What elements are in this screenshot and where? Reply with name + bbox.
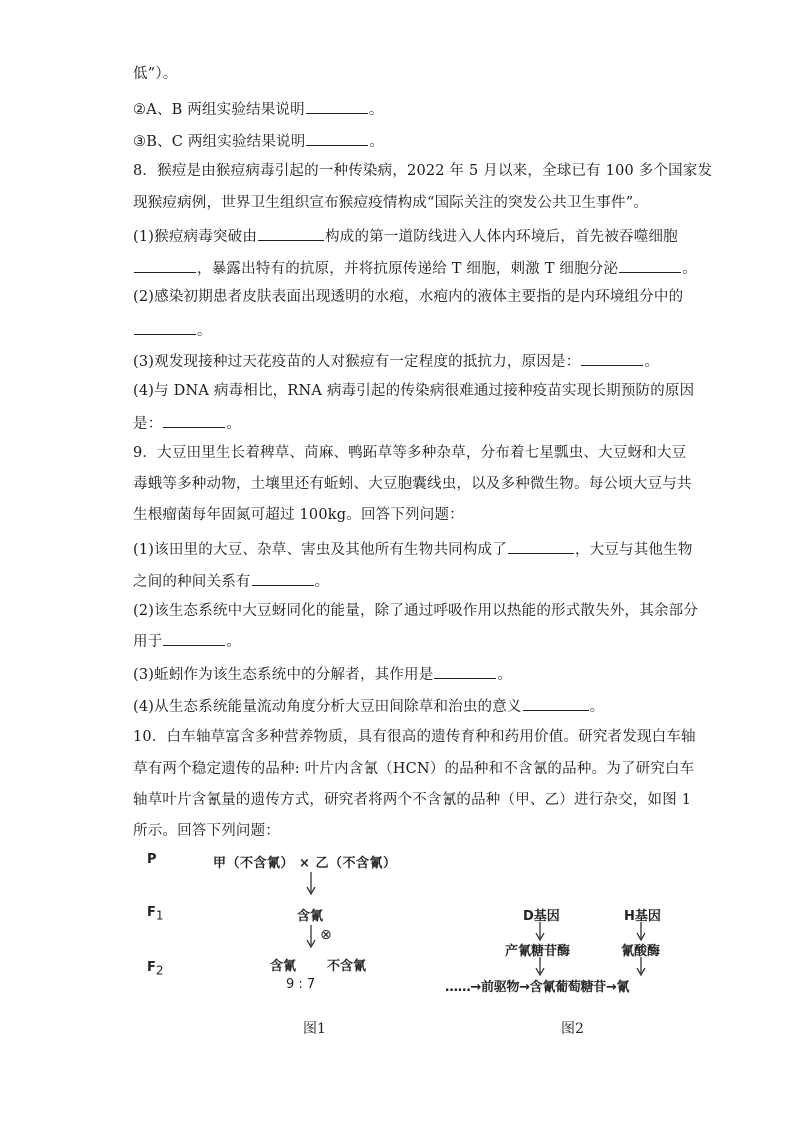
text-line <box>133 98 384 120</box>
answer-blank[interactable] <box>258 225 324 241</box>
enzyme-d-label: 产氰糖苷酶 <box>505 944 571 959</box>
answer-blank[interactable] <box>306 130 368 146</box>
text-segment: 。 <box>197 323 212 339</box>
text-segment: 8．猴痘是由猴痘病毒引起的一种传染病，2022 年 5 月以来，全球已有 100 多个国家发 <box>133 163 713 179</box>
answer-blank[interactable] <box>508 538 574 554</box>
f2-generation-label: $F_2$ <box>147 960 164 978</box>
answer-blank[interactable] <box>134 319 196 335</box>
text-segment: (1)猴痘病毒突破由 <box>133 229 258 245</box>
text-line <box>133 225 678 247</box>
gene-d-label: D基因 <box>523 909 560 924</box>
text-line <box>133 412 241 434</box>
text-segment: (2)感染初期患者皮肤表面出现透明的水疱，水疱内的液体主要指的是内环境组分中的 <box>133 289 684 305</box>
text-line <box>133 287 683 307</box>
text-segment: 之间的种间关系有 <box>133 574 251 590</box>
answer-blank[interactable] <box>619 257 681 273</box>
text-line <box>133 695 604 717</box>
text-line <box>133 601 698 621</box>
text-line <box>133 64 177 84</box>
text-line <box>133 570 329 592</box>
gene-h-label: H基因 <box>624 909 661 924</box>
text-segment: 是： <box>133 416 163 432</box>
answer-blank[interactable] <box>163 630 225 646</box>
text-line <box>133 538 693 560</box>
text-segment: 所示。回答下列问题： <box>133 823 280 839</box>
metabolic-pathway: ……→前驱物→含氰葡萄糖苷→氰 <box>445 980 630 995</box>
text-segment: ②A、B 两组实验结果说明 <box>133 102 305 118</box>
text-segment: 10．白车轴草富含多种营养物质，具有很高的遗传育种和药用价值。研究者发现白车轴 <box>133 729 696 745</box>
answer-blank[interactable] <box>581 350 643 366</box>
text-line <box>133 319 212 341</box>
text-line <box>133 443 686 463</box>
text-line <box>133 130 384 152</box>
answer-blank[interactable] <box>434 663 496 679</box>
text-segment: (1)该田里的大豆、杂草、害虫及其他所有生物共同构成了 <box>133 542 507 558</box>
down-arrow-icon <box>305 872 317 896</box>
text-line <box>133 257 697 279</box>
down-arrow-icon <box>305 925 317 949</box>
text-line <box>133 505 464 525</box>
text-segment: 。 <box>368 102 384 118</box>
text-line <box>133 790 691 810</box>
down-arrow-icon <box>635 957 647 977</box>
text-segment: 生根瘤菌每年固氮可超过 100kg。回答下列问题： <box>133 507 464 523</box>
text-segment: (3)观发现接种过天花疫苗的人对猴痘有一定程度的抵抗力，原因是： <box>133 354 581 370</box>
answer-blank[interactable] <box>163 412 225 428</box>
text-segment: 毒蛾等多种动物，土壤里还有蚯蚓、大豆胞囊线虫，以及多种微生物。每公顷大豆与共 <box>133 476 692 492</box>
text-segment: 构成的第一道防线进入人体内环境后，首先被吞噬细胞 <box>325 229 678 245</box>
p-generation-label: P <box>147 852 157 867</box>
f2-acyanogenic: 不含氰 <box>327 959 367 974</box>
text-segment: 9．大豆田里生长着稗草、苘麻、鸭跖草等多种杂草，分布着七星瓢虫、大豆蚜和大豆 <box>133 445 687 461</box>
text-line <box>133 161 712 181</box>
text-segment: 。 <box>314 574 330 590</box>
text-line <box>133 474 692 494</box>
text-line <box>133 193 648 213</box>
text-segment: 。 <box>589 699 605 715</box>
text-segment: 。 <box>369 134 385 150</box>
text-segment: ，大豆与其他生物 <box>574 542 693 558</box>
selfing-symbol: ⊗ <box>320 927 332 943</box>
text-segment: 低”）。 <box>133 66 178 82</box>
text-line <box>133 759 694 779</box>
text-line <box>133 630 241 652</box>
text-segment: 现猴痘病例，世界卫生组织宣布猴痘疫情构成“国际关注的突发公共卫生事件”。 <box>133 195 649 211</box>
text-segment: (4)从生态系统能量流动角度分析大豆田间除草和治虫的意义 <box>133 699 522 715</box>
f1-generation-label: $F_1$ <box>147 905 164 923</box>
text-segment: 。 <box>226 634 242 650</box>
text-segment: 草有两个稳定遗传的品种: 叶片内含氰（HCN）的品种和不含氰的品种。为了研究白车 <box>133 761 695 777</box>
figure-2-caption: 图2 <box>561 1021 584 1037</box>
f2-cyanogenic: 含氰 <box>270 959 297 974</box>
f2-ratio: 9 : 7 <box>286 977 316 992</box>
answer-blank[interactable] <box>306 98 368 114</box>
figure-1-caption: 图1 <box>303 1021 326 1037</box>
enzyme-h-label: 氰酸酶 <box>621 944 661 959</box>
text-line <box>133 821 280 841</box>
answer-blank[interactable] <box>523 695 589 711</box>
text-line <box>133 727 696 747</box>
down-arrow-icon <box>534 957 546 977</box>
text-segment: ③B、C 两组实验结果说明 <box>133 134 306 150</box>
text-segment: (2)该生态系统中大豆蚜同化的能量，除了通过呼吸作用以热能的形式散失外，其余部分 <box>133 603 699 619</box>
text-segment: 。 <box>497 667 513 683</box>
text-segment: 。 <box>226 416 242 432</box>
text-segment: 用于 <box>133 634 163 650</box>
down-arrow-icon <box>534 922 546 942</box>
text-segment: 。 <box>644 354 660 370</box>
answer-blank[interactable] <box>134 257 196 273</box>
text-segment: (3)蚯蚓作为该生态系统中的分解者，其作用是 <box>133 667 434 683</box>
parents-cross: 甲（不含氰） × 乙（不含氰） <box>213 856 397 871</box>
f1-result: 含氰 <box>297 909 324 924</box>
text-segment: 。 <box>682 261 697 277</box>
text-line <box>133 381 694 401</box>
text-segment: ，暴露出特有的抗原，并将抗原传递给 T 细胞，刺激 T 细胞分泌 <box>197 261 619 277</box>
text-segment: 轴草叶片含氰量的遗传方式，研究者将两个不含氰的品种（甲、乙）进行杂交，如图 1 <box>133 792 692 808</box>
text-line <box>133 663 512 685</box>
text-line <box>133 350 659 372</box>
down-arrow-icon <box>635 922 647 942</box>
text-segment: (4)与 DNA 病毒相比，RNA 病毒引起的传染病很难通过接种疫苗实现长期预防的原因 <box>133 383 695 399</box>
answer-blank[interactable] <box>252 570 314 586</box>
